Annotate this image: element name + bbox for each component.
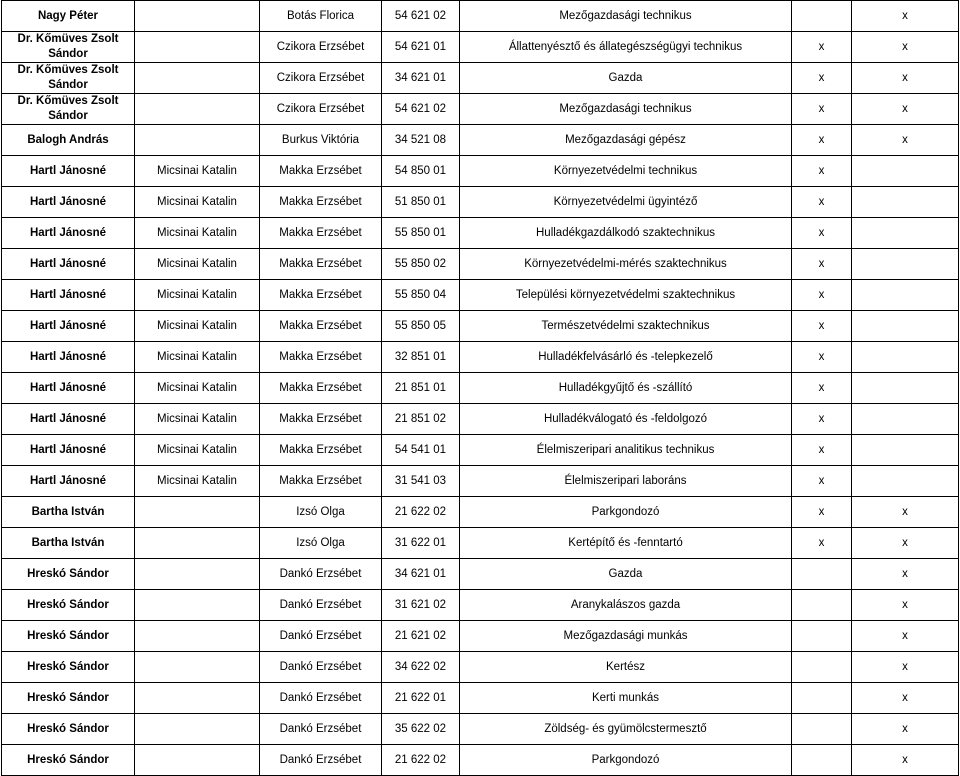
contact-name-cell: Makka Erzsébet: [260, 466, 382, 497]
qualification-name-cell: Parkgondozó: [460, 497, 792, 528]
table-row: [2, 373, 959, 404]
contact-name-cell: Makka Erzsébet: [260, 435, 382, 466]
coordinator-name-cell: Micsinai Katalin: [135, 373, 260, 404]
coordinator-name-cell: [135, 32, 260, 63]
contact-name-cell: Dankó Erzsébet: [260, 745, 382, 776]
mark-a-cell: [792, 621, 852, 652]
mark-a-cell: [792, 652, 852, 683]
coordinator-name-cell: Micsinai Katalin: [135, 187, 260, 218]
qualification-code-cell: 21 622 02: [382, 497, 460, 528]
mark-b-cell: [852, 156, 959, 187]
mark-b-cell: x: [852, 590, 959, 621]
mark-a-cell: [792, 714, 852, 745]
coordinator-name-cell: [135, 1, 260, 32]
mark-b-cell: x: [852, 714, 959, 745]
mentor-name-cell: Balogh András: [2, 125, 135, 156]
contact-name-cell: Makka Erzsébet: [260, 342, 382, 373]
qualification-name-cell: Mezőgazdasági gépész: [460, 125, 792, 156]
mark-b-cell: [852, 218, 959, 249]
mentor-name-cell: Hreskó Sándor: [2, 652, 135, 683]
mark-b-cell: x: [852, 652, 959, 683]
coordinator-name-cell: [135, 125, 260, 156]
mark-b-cell: [852, 311, 959, 342]
contact-name-cell: Dankó Erzsébet: [260, 621, 382, 652]
qualification-code-cell: 21 851 02: [382, 404, 460, 435]
mentor-name-cell: Hreskó Sándor: [2, 559, 135, 590]
qualification-name-cell: Kertépítő és -fenntartó: [460, 528, 792, 559]
mark-b-cell: x: [852, 94, 959, 125]
coordinator-name-cell: [135, 652, 260, 683]
mark-b-cell: x: [852, 1, 959, 32]
qualification-name-cell: Állattenyésztő és állategészségügyi technikus: [460, 32, 792, 63]
mark-a-cell: x: [792, 435, 852, 466]
coordinator-name-cell: [135, 63, 260, 94]
coordinator-name-cell: [135, 497, 260, 528]
coordinator-name-cell: Micsinai Katalin: [135, 466, 260, 497]
table-row: [2, 249, 959, 280]
mentor-name-cell: Hartl Jánosné: [2, 280, 135, 311]
mark-b-cell: x: [852, 559, 959, 590]
table-row: [2, 435, 959, 466]
mentor-name-cell: Bartha István: [2, 528, 135, 559]
qualification-name-cell: Mezőgazdasági technikus: [460, 1, 792, 32]
qualification-name-cell: Hulladékgyűjtő és -szállító: [460, 373, 792, 404]
coordinator-name-cell: Micsinai Katalin: [135, 311, 260, 342]
table-row: [2, 714, 959, 745]
qualification-name-cell: Hulladékválogató és -feldolgozó: [460, 404, 792, 435]
coordinator-name-cell: Micsinai Katalin: [135, 156, 260, 187]
qualification-code-cell: 34 521 08: [382, 125, 460, 156]
mark-b-cell: [852, 342, 959, 373]
qualification-code-cell: 21 622 02: [382, 745, 460, 776]
mark-b-cell: [852, 249, 959, 280]
coordinator-name-cell: [135, 94, 260, 125]
mark-a-cell: x: [792, 404, 852, 435]
table-row: [2, 63, 959, 94]
coordinator-name-cell: Micsinai Katalin: [135, 249, 260, 280]
qualification-code-cell: 55 850 01: [382, 218, 460, 249]
schedule-table: [1, 0, 959, 776]
mark-a-cell: [792, 559, 852, 590]
mentor-name-cell: Hreskó Sándor: [2, 590, 135, 621]
mark-a-cell: x: [792, 373, 852, 404]
table-row: [2, 404, 959, 435]
contact-name-cell: Botás Florica: [260, 1, 382, 32]
mentor-name-cell: Hartl Jánosné: [2, 218, 135, 249]
table-row: [2, 187, 959, 218]
mentor-name-cell: Hartl Jánosné: [2, 156, 135, 187]
coordinator-name-cell: [135, 714, 260, 745]
mark-a-cell: x: [792, 156, 852, 187]
coordinator-name-cell: Micsinai Katalin: [135, 218, 260, 249]
mark-a-cell: x: [792, 63, 852, 94]
contact-name-cell: Dankó Erzsébet: [260, 683, 382, 714]
qualification-name-cell: Élelmiszeripari analitikus technikus: [460, 435, 792, 466]
table-row: [2, 156, 959, 187]
table-row: [2, 559, 959, 590]
qualification-code-cell: 35 622 02: [382, 714, 460, 745]
qualification-name-cell: Gazda: [460, 63, 792, 94]
qualification-name-cell: Mezőgazdasági technikus: [460, 94, 792, 125]
coordinator-name-cell: [135, 590, 260, 621]
mentor-name-cell: Nagy Péter: [2, 1, 135, 32]
contact-name-cell: Dankó Erzsébet: [260, 714, 382, 745]
contact-name-cell: Czikora Erzsébet: [260, 32, 382, 63]
qualification-code-cell: 34 621 01: [382, 559, 460, 590]
qualification-name-cell: Környezetvédelmi technikus: [460, 156, 792, 187]
table-body: [2, 1, 959, 776]
mark-a-cell: x: [792, 342, 852, 373]
mark-a-cell: x: [792, 125, 852, 156]
mark-a-cell: x: [792, 218, 852, 249]
mark-a-cell: x: [792, 311, 852, 342]
coordinator-name-cell: [135, 745, 260, 776]
contact-name-cell: Czikora Erzsébet: [260, 63, 382, 94]
mentor-name-cell: Hreskó Sándor: [2, 745, 135, 776]
mentor-name-cell: Hreskó Sándor: [2, 714, 135, 745]
contact-name-cell: Makka Erzsébet: [260, 373, 382, 404]
mark-b-cell: x: [852, 683, 959, 714]
qualification-name-cell: Hulladékfelvásárló és -telepkezelő: [460, 342, 792, 373]
coordinator-name-cell: Micsinai Katalin: [135, 435, 260, 466]
qualification-code-cell: 54 850 01: [382, 156, 460, 187]
table-row: [2, 528, 959, 559]
mark-a-cell: [792, 745, 852, 776]
table-row: [2, 683, 959, 714]
contact-name-cell: Makka Erzsébet: [260, 249, 382, 280]
mark-a-cell: x: [792, 94, 852, 125]
mentor-name-cell: Dr. Kőmüves Zsolt Sándor: [2, 32, 135, 63]
mentor-name-cell: Bartha István: [2, 497, 135, 528]
mentor-name-cell: Dr. Kőmüves Zsolt Sándor: [2, 63, 135, 94]
qualification-code-cell: 55 850 05: [382, 311, 460, 342]
contact-name-cell: Makka Erzsébet: [260, 218, 382, 249]
mark-b-cell: x: [852, 63, 959, 94]
mark-b-cell: [852, 280, 959, 311]
mark-b-cell: x: [852, 32, 959, 63]
table-row: [2, 466, 959, 497]
mark-a-cell: x: [792, 466, 852, 497]
mark-a-cell: x: [792, 497, 852, 528]
qualification-name-cell: Gazda: [460, 559, 792, 590]
table-row: [2, 280, 959, 311]
mentor-name-cell: Hartl Jánosné: [2, 373, 135, 404]
qualification-name-cell: Környezetvédelmi-mérés szaktechnikus: [460, 249, 792, 280]
qualification-code-cell: 21 622 01: [382, 683, 460, 714]
table-row: [2, 125, 959, 156]
mentor-name-cell: Dr. Kőmüves Zsolt Sándor: [2, 94, 135, 125]
mark-a-cell: [792, 1, 852, 32]
qualification-code-cell: 54 621 01: [382, 32, 460, 63]
coordinator-name-cell: Micsinai Katalin: [135, 404, 260, 435]
mark-b-cell: x: [852, 125, 959, 156]
mentor-name-cell: Hreskó Sándor: [2, 683, 135, 714]
mark-a-cell: [792, 590, 852, 621]
mark-a-cell: x: [792, 32, 852, 63]
mentor-name-cell: Hartl Jánosné: [2, 404, 135, 435]
mentor-name-cell: Hartl Jánosné: [2, 435, 135, 466]
coordinator-name-cell: Micsinai Katalin: [135, 280, 260, 311]
qualification-code-cell: 31 622 01: [382, 528, 460, 559]
qualification-code-cell: 54 621 02: [382, 94, 460, 125]
mark-b-cell: x: [852, 528, 959, 559]
contact-name-cell: Makka Erzsébet: [260, 280, 382, 311]
qualification-name-cell: Környezetvédelmi ügyintéző: [460, 187, 792, 218]
table-row: [2, 94, 959, 125]
mentor-name-cell: Hartl Jánosné: [2, 342, 135, 373]
contact-name-cell: Makka Erzsébet: [260, 187, 382, 218]
qualification-code-cell: 55 850 04: [382, 280, 460, 311]
qualification-code-cell: 54 541 01: [382, 435, 460, 466]
mark-b-cell: x: [852, 497, 959, 528]
mark-b-cell: x: [852, 745, 959, 776]
table-row: [2, 652, 959, 683]
contact-name-cell: Izsó Olga: [260, 528, 382, 559]
contact-name-cell: Dankó Erzsébet: [260, 652, 382, 683]
mark-a-cell: x: [792, 280, 852, 311]
mark-b-cell: [852, 373, 959, 404]
mark-b-cell: [852, 187, 959, 218]
qualification-code-cell: 55 850 02: [382, 249, 460, 280]
table-row: [2, 32, 959, 63]
contact-name-cell: Burkus Viktória: [260, 125, 382, 156]
mark-a-cell: x: [792, 187, 852, 218]
table-row: [2, 218, 959, 249]
table-row: [2, 745, 959, 776]
qualification-name-cell: Aranykalászos gazda: [460, 590, 792, 621]
contact-name-cell: Izsó Olga: [260, 497, 382, 528]
contact-name-cell: Dankó Erzsébet: [260, 590, 382, 621]
qualification-name-cell: Kertész: [460, 652, 792, 683]
qualification-code-cell: 54 621 02: [382, 1, 460, 32]
contact-name-cell: Dankó Erzsébet: [260, 559, 382, 590]
coordinator-name-cell: [135, 559, 260, 590]
qualification-name-cell: Mezőgazdasági munkás: [460, 621, 792, 652]
contact-name-cell: Makka Erzsébet: [260, 156, 382, 187]
mark-b-cell: [852, 466, 959, 497]
mark-b-cell: x: [852, 621, 959, 652]
table-row: [2, 590, 959, 621]
coordinator-name-cell: [135, 683, 260, 714]
qualification-code-cell: 31 621 02: [382, 590, 460, 621]
table-row: [2, 311, 959, 342]
qualification-name-cell: Hulladékgazdálkodó szaktechnikus: [460, 218, 792, 249]
qualification-code-cell: 21 851 01: [382, 373, 460, 404]
table-row: [2, 342, 959, 373]
table-row: [2, 497, 959, 528]
mark-b-cell: [852, 404, 959, 435]
mark-a-cell: x: [792, 528, 852, 559]
mentor-name-cell: Hartl Jánosné: [2, 187, 135, 218]
qualification-code-cell: 34 622 02: [382, 652, 460, 683]
qualification-code-cell: 51 850 01: [382, 187, 460, 218]
qualification-code-cell: 34 621 01: [382, 63, 460, 94]
qualification-code-cell: 21 621 02: [382, 621, 460, 652]
qualification-name-cell: Települési környezetvédelmi szaktechnikus: [460, 280, 792, 311]
mentor-name-cell: Hartl Jánosné: [2, 249, 135, 280]
qualification-code-cell: 31 541 03: [382, 466, 460, 497]
coordinator-name-cell: [135, 528, 260, 559]
qualification-name-cell: Élelmiszeripari laboráns: [460, 466, 792, 497]
mentor-name-cell: Hartl Jánosné: [2, 466, 135, 497]
contact-name-cell: Makka Erzsébet: [260, 404, 382, 435]
qualification-name-cell: Parkgondozó: [460, 745, 792, 776]
mark-b-cell: [852, 435, 959, 466]
mentor-name-cell: Hreskó Sándor: [2, 621, 135, 652]
qualification-name-cell: Természetvédelmi szaktechnikus: [460, 311, 792, 342]
table-row: [2, 621, 959, 652]
qualification-code-cell: 32 851 01: [382, 342, 460, 373]
table-row: [2, 1, 959, 32]
qualification-name-cell: Kerti munkás: [460, 683, 792, 714]
mark-a-cell: x: [792, 249, 852, 280]
coordinator-name-cell: [135, 621, 260, 652]
contact-name-cell: Makka Erzsébet: [260, 311, 382, 342]
qualification-name-cell: Zöldség- és gyümölcstermesztő: [460, 714, 792, 745]
mark-a-cell: [792, 683, 852, 714]
mentor-name-cell: Hartl Jánosné: [2, 311, 135, 342]
coordinator-name-cell: Micsinai Katalin: [135, 342, 260, 373]
contact-name-cell: Czikora Erzsébet: [260, 94, 382, 125]
